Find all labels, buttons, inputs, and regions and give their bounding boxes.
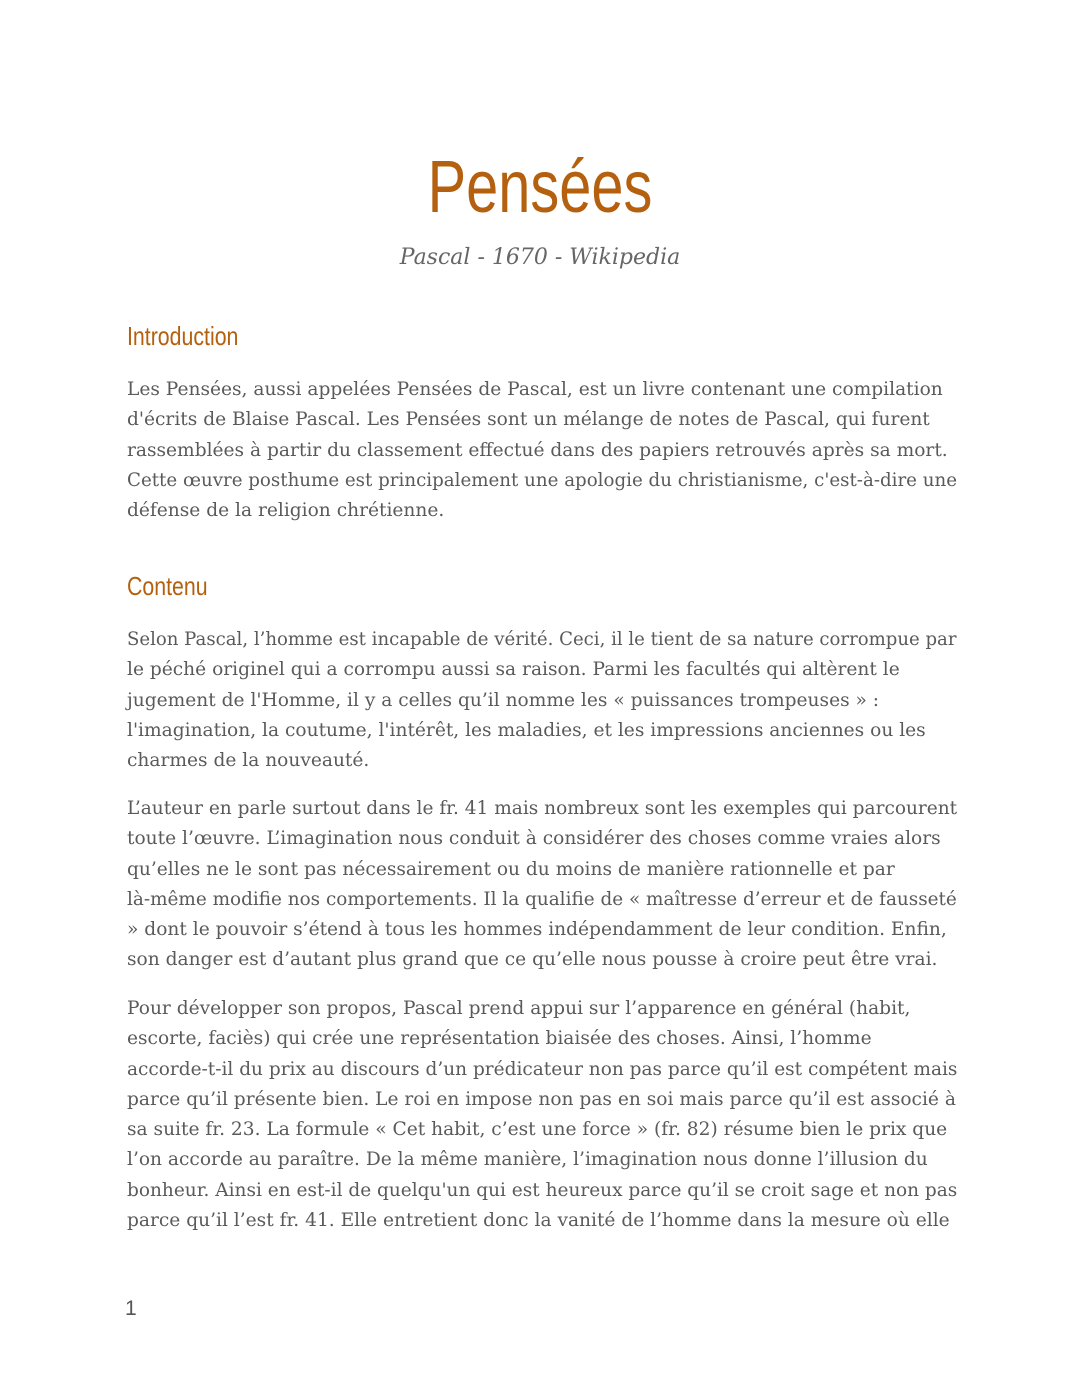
page-number: 1 [125, 1297, 137, 1320]
text-line: le péché originel qui a corrompu aussi sa raison. Parmi les facultés qui altèrent le [127, 659, 900, 681]
paragraph-contenu-2 [127, 794, 957, 976]
text-line: accorde-t-il du prix au discours d’un prédicateur non pas parce qu’il est compétent mais [127, 1058, 958, 1080]
text-line: parce qu’il l’est fr. 41. Elle entretient donc la vanité de l’homme dans la mesure où elle [127, 1210, 950, 1232]
text-line: défense de la religion chrétienne. [127, 500, 445, 522]
text-line: l'imagination, la coutume, l'intérêt, les maladies, et les impressions anciennes ou les [127, 719, 926, 741]
text-line: rassemblées à partir du classement effectué dans des papiers retrouvés après sa mort. [127, 439, 948, 461]
text-line: toute l’œuvre. L’imagination nous conduit à considérer des choses comme vraies alors [127, 828, 941, 850]
text-line: jugement de l'Homme, il y a celles qu’il nomme les « puissances trompeuses » : [127, 689, 880, 711]
heading-contenu: Contenu [127, 571, 208, 601]
document-subtitle: Pascal - 1670 - Wikipedia [399, 245, 681, 270]
heading-introduction: Introduction [127, 321, 239, 351]
text-line: sa suite fr. 23. La formule « Cet habit, c’est une force » (fr. 82) résume bien le prix que [127, 1119, 948, 1141]
paragraph-contenu-3 [127, 994, 957, 1236]
document-title: Pensées [427, 145, 653, 228]
text-line: Les Pensées, aussi appelées Pensées de Pascal, est un livre contenant une compilation [127, 379, 943, 400]
text-line: » dont le pouvoir s’étend à tous les hommes indépendamment de leur condition. Enfin, [127, 919, 947, 941]
text-line: l’on accorde au paraître. De la même manière, l’imagination nous donne l’illusion du [127, 1149, 928, 1171]
text-line: bonheur. Ainsi en est-il de quelqu'un qui est heureux parce qu’il se croit sage et non pas [127, 1179, 958, 1201]
text-line: Cette œuvre posthume est principalement une apologie du christianisme, c'est-à-dire une [127, 469, 958, 491]
paragraph-introduction [127, 375, 957, 526]
text-line: Selon Pascal, l’homme est incapable de vérité. Ceci, il le tient de sa nature corrompue par [127, 629, 957, 650]
text-line: son danger est d’autant plus grand que ce qu’elle nous pousse à croire peut être vrai. [127, 949, 938, 971]
text-line: là-même modifie nos comportements. Il la qualifie de « maîtresse d’erreur et de fausseté [127, 888, 957, 910]
text-line: parce qu’il présente bien. Le roi en impose non pas en soi mais parce qu’il est associé à [127, 1088, 956, 1110]
text-line: L’auteur en parle surtout dans le fr. 41 mais nombreux sont les exemples qui parcourent [127, 798, 958, 819]
text-line: escorte, faciès) qui crée une représentation biaisée des choses. Ainsi, l’homme [127, 1028, 872, 1050]
text-line: d'écrits de Blaise Pascal. Les Pensées sont un mélange de notes de Pascal, qui furent [127, 409, 930, 431]
paragraph-contenu-1 [127, 625, 957, 776]
text-line: charmes de la nouveauté. [127, 750, 370, 772]
text-line: qu’elles ne le sont pas nécessairement ou du moins de manière rationnelle et par [127, 858, 895, 880]
text-line: Pour développer son propos, Pascal prend appui sur l’apparence en général (habit, [127, 998, 911, 1019]
